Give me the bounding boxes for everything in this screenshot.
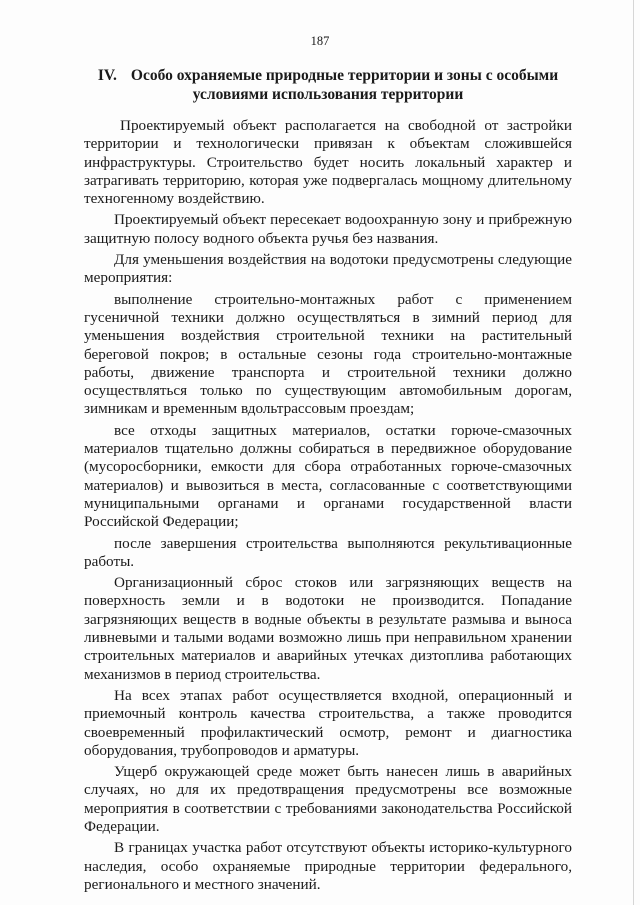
section-heading <box>84 66 572 104</box>
list-paragraph: выполнение строительно-монтажных работ с применением гусеничной техники должно осуществляться в зимний период для уменьшения воздействия строительной техники на растительный береговой покров; в остальные сезоны года строительно-монтажные работы, движение транспорта и строительной техники должно осуществляться только по существующим автомобильным дорогам, зимникам и временным вдольтрассовым проездам; <box>84 290 572 418</box>
paragraph: В границах участка работ отсутствуют объекты историко-культурного наследия, особо охраняемые природные территории федерального, регионального и местного значений. <box>84 839 572 893</box>
paragraph: Проектируемый объект располагается на свободной от застройки территории и технологически привязан к объектам сложившейся инфраструктуры. Строительство будет носить локальный характер и затрагивать территорию, которая уже подвергалась мощному длительному техногенному воздействию. <box>84 117 572 208</box>
list-paragraph: все отходы защитных материалов, остатки горюче-смазочных материалов тщательно должны собираться в передвижное оборудование (мусоросборники, емкости для сбора отработанных горюче-смазочных материалов) и вывозиться в места, согласованные с соответствующими муниципальными органами и органами государственной власти Российской Федерации; <box>84 421 572 531</box>
scan-edge-line <box>633 0 634 905</box>
section-title: Особо охраняемые природные территории и зоны с особыми условиями использования территории <box>130 67 559 103</box>
list-paragraph: после завершения строительства выполняются рекультивационные работы. <box>84 534 572 570</box>
paragraph: Для уменьшения воздействия на водотоки предусмотрены следующие мероприятия: <box>84 251 572 287</box>
paragraph: Организационный сброс стоков или загрязняющих веществ на поверхность земли и в водотоки не производится. Попадание загрязняющих веществ в водные объекты в результате размыва и выноса ливневыми и талыми водами возможно лишь при неправильном хранении строительных материалов и аварийных утечках дизтоплива работающих механизмов в период строительства. <box>84 574 572 683</box>
document-body <box>84 117 572 897</box>
paragraph: Проектируемый объект пересекает водоохранную зону и прибрежную защитную полосу водного объекта ручья без названия. <box>84 211 572 247</box>
page-number: 187 <box>310 34 330 48</box>
paragraph: На всех этапах работ осуществляется входной, операционный и приемочный контроль качества строительства, а также проводится своевременный профилактический осмотр, ремонт и диагностика оборудования, трубопроводов и арматуры. <box>84 686 572 759</box>
paragraph: Ущерб окружающей среде может быть нанесен лишь в аварийных случаях, но для их предотвращения предусмотрены все возможные мероприятия в соответствии с требованиями законодательства Российской Федерации. <box>84 763 572 835</box>
section-number: IV. <box>97 67 117 84</box>
